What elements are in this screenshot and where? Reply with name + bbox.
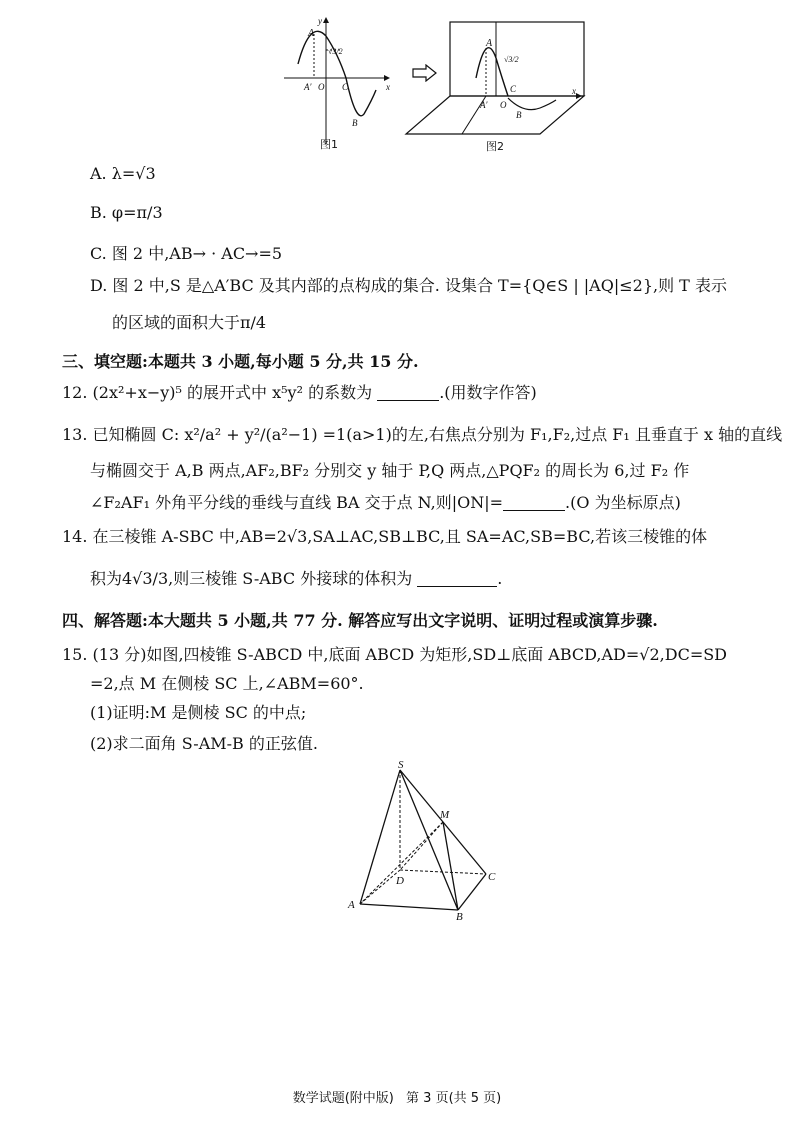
svg-text:√3/2: √3/2 (328, 47, 343, 56)
svg-text:√3/2: √3/2 (504, 55, 519, 64)
svg-text:D: D (396, 875, 404, 887)
q14-line2-text: 积为4√3/3,则三棱锥 S-ABC 外接球的体积为 (90, 569, 413, 588)
q15-part2: (2)求二面角 S-AM-B 的正弦值. (90, 734, 318, 753)
question-12 (62, 382, 537, 404)
svg-text:A′: A′ (304, 82, 312, 92)
section-3-title: 三、填空题:本题共 3 小题,每小题 5 分,共 15 分. (62, 352, 419, 371)
svg-text:O: O (318, 82, 325, 92)
svg-text:x: x (386, 82, 390, 92)
figure-1-sine-graph (280, 14, 400, 154)
q15-line1: 15. (13 分)如图,四棱锥 S-ABCD 中,底面 ABCD 为矩形,SD⊥底面 ABCD,AD=√2,DC=SD (62, 645, 728, 664)
footer-page-number: 第 3 页(共 5 页) (406, 1091, 502, 1106)
svg-text:B: B (516, 110, 522, 120)
svg-text:图1: 图1 (320, 138, 338, 151)
figure-2-folded-graph (400, 18, 600, 154)
svg-text:C: C (342, 82, 349, 92)
footer-subject: 数学试题(附中版) (292, 1091, 394, 1106)
q13-line2: 与椭圆交于 A,B 两点,AF₂,BF₂ 分别交 y 轴于 P,Q 两点,△PQF₂ 的周长为 6,过 F₂ 作 (90, 461, 690, 480)
svg-text:B: B (352, 118, 358, 128)
svg-text:A: A (348, 899, 355, 911)
svg-text:C: C (510, 84, 517, 94)
q13-line3-text: ∠F₂AF₁ 外角平分线的垂线与直线 BA 交于点 N,则|ON|= (90, 493, 504, 512)
q14-line2-tail: . (497, 569, 503, 588)
q12-number: 12. (62, 383, 88, 402)
svg-text:O: O (500, 100, 507, 110)
svg-text:y: y (318, 16, 322, 26)
svg-text:A: A (486, 38, 493, 49)
option-c: C. 图 2 中,AB→ · AC→=5 (90, 244, 283, 263)
q14-line2 (90, 568, 502, 590)
option-d-line2: 的区域的面积大于π/4 (112, 313, 267, 332)
q14-answer-blank[interactable] (417, 570, 497, 587)
option-b: B. φ=π/3 (90, 203, 163, 222)
q12-text-tail: .(用数字作答) (439, 383, 537, 402)
svg-text:M: M (440, 809, 450, 821)
svg-text:B: B (456, 911, 463, 920)
svg-text:x: x (572, 86, 576, 96)
page-footer (0, 1087, 794, 1106)
q13-line3 (90, 492, 681, 514)
svg-text:图2: 图2 (486, 140, 504, 153)
figure-pyramid-s-abcd (344, 760, 514, 920)
option-d-line1: D. 图 2 中,S 是△A′BC 及其内部的点构成的集合. 设集合 T={Q∈S | |AQ|≤2},则 T 表示 (90, 276, 727, 295)
q12-text: (2x²+x−y)⁵ 的展开式中 x⁵y² 的系数为 (92, 383, 373, 402)
svg-text:S: S (398, 760, 404, 771)
q13-line3-tail: .(O 为坐标原点) (565, 493, 681, 512)
svg-text:A′: A′ (480, 100, 488, 110)
q13-line1: 13. 已知椭圆 C: x²/a² + y²/(a²−1) =1(a>1)的左,右焦点分别为 F₁,F₂,过点 F₁ 且垂直于 x 轴的直线 (62, 425, 783, 444)
option-a: A. λ=√3 (90, 164, 156, 183)
q15-part1: (1)证明:M 是侧棱 SC 的中点; (90, 703, 307, 722)
q13-answer-blank[interactable] (503, 494, 565, 511)
q12-answer-blank[interactable] (377, 384, 439, 401)
svg-text:A: A (308, 28, 315, 39)
svg-text:C: C (488, 871, 496, 883)
q14-line1: 14. 在三棱锥 A-SBC 中,AB=2√3,SA⊥AC,SB⊥BC,且 SA=AC,SB=BC,若该三棱锥的体 (62, 527, 708, 546)
q15-line2: =2,点 M 在侧棱 SC 上,∠ABM=60°. (90, 674, 364, 693)
section-4-title: 四、解答题:本大题共 5 小题,共 77 分. 解答应写出文字说明、证明过程或演算步骤. (62, 611, 658, 630)
